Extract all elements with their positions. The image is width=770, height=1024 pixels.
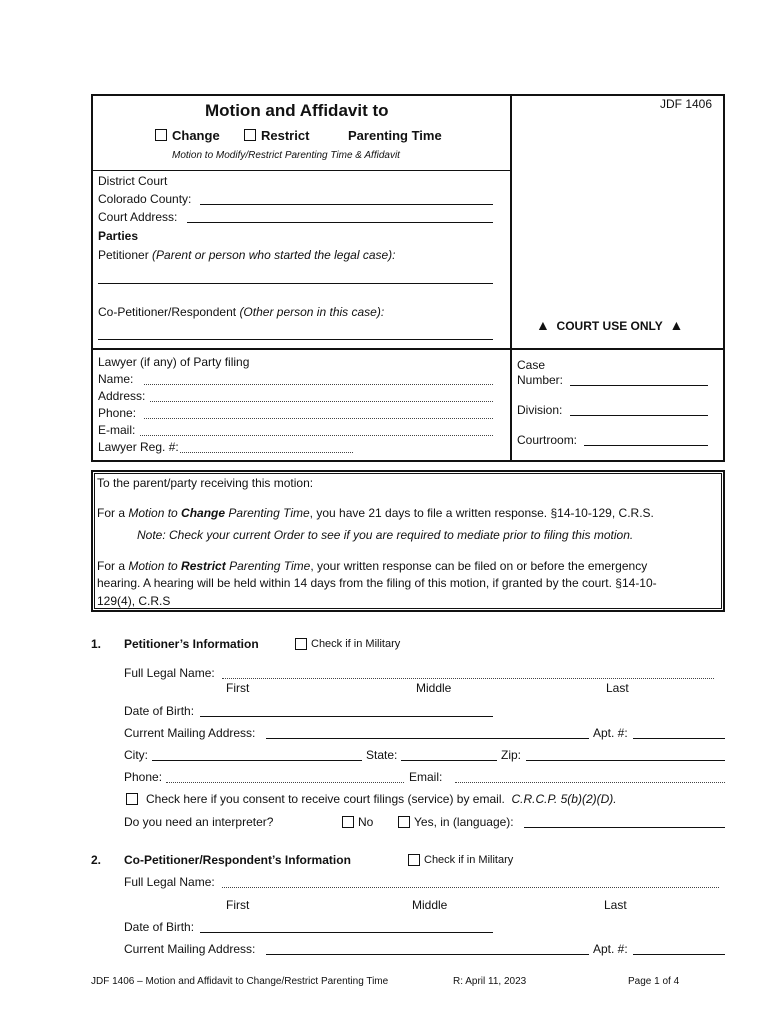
s1-interpreter-no-label: No: [358, 815, 374, 829]
s1-interpreter-no-checkbox[interactable]: [342, 816, 354, 828]
s1-city-label: City:: [124, 748, 148, 762]
county-field[interactable]: [200, 204, 493, 205]
s1-consent-label: Check here if you consent to receive court filings (service) by email. C.R.C.P. 5(b)(2)(D).: [146, 792, 617, 806]
s1-state-field[interactable]: [401, 760, 497, 761]
s1-apt-label: Apt. #:: [593, 726, 628, 740]
courtroom-field[interactable]: [584, 445, 708, 446]
s1-zip-label: Zip:: [501, 748, 522, 762]
petitioner-label: Petitioner (Parent or person who started the legal case):: [98, 248, 396, 262]
caption-divider-title: [91, 170, 511, 171]
form-title: Motion and Affidavit to: [205, 101, 389, 120]
lawyer-email-field[interactable]: [140, 435, 493, 436]
s1-zip-field[interactable]: [526, 760, 725, 761]
s1-middle-label: Middle: [416, 681, 452, 695]
s1-mailing-label: Current Mailing Address:: [124, 726, 256, 740]
court-address-label: Court Address:: [98, 210, 178, 224]
change-label: Change: [172, 128, 220, 143]
footer-page-number: Page 1 of 4: [628, 976, 680, 987]
s2-apt-field[interactable]: [633, 954, 725, 955]
notice-mediation-note: Note: Check your current Order to see if you are required to mediate prior to filing this motion.: [137, 528, 634, 542]
s1-email-field[interactable]: [455, 782, 725, 783]
up-triangle-icon: ▲: [536, 317, 550, 333]
lawyer-phone-field[interactable]: [144, 418, 493, 419]
lawyer-heading: Lawyer (if any) of Party filing: [98, 355, 250, 369]
courtroom-label: Courtroom:: [517, 433, 578, 447]
s1-state-label: State:: [366, 748, 398, 762]
division-label: Division:: [517, 403, 563, 417]
s2-last-label: Last: [604, 898, 627, 912]
s2-middle-label: Middle: [412, 898, 448, 912]
s1-mailing-field[interactable]: [266, 738, 589, 739]
s2-full-name-field[interactable]: [222, 887, 719, 888]
footer-form-name: JDF 1406 – Motion and Affidavit to Change/Restrict Parenting Time: [91, 976, 389, 987]
section1-number: 1.: [91, 637, 102, 651]
s1-city-field[interactable]: [152, 760, 362, 761]
section2-military-label: Check if in Military: [424, 854, 514, 866]
s1-interpreter-yes-checkbox[interactable]: [398, 816, 410, 828]
notice-change: For a Motion to Change Parenting Time, you have 21 days to file a written response. §14-10-129, C.R.S.: [97, 506, 654, 520]
court-address-field[interactable]: [187, 222, 493, 223]
lawyer-phone-label: Phone:: [98, 406, 137, 420]
footer-revision: R: April 11, 2023: [453, 976, 527, 987]
county-label: Colorado County:: [98, 192, 192, 206]
form-id: JDF 1406: [660, 97, 713, 111]
s1-full-name-field[interactable]: [222, 678, 714, 679]
section2-number: 2.: [91, 853, 102, 867]
notice-restrict-3: 129(4), C.R.S: [97, 594, 171, 608]
s1-email-label: Email:: [409, 770, 443, 784]
s1-first-label: First: [226, 681, 250, 695]
s1-dob-field[interactable]: [200, 716, 493, 717]
s2-mailing-field[interactable]: [266, 954, 589, 955]
notice-heading: To the parent/party receiving this motion:: [97, 476, 314, 490]
s2-dob-label: Date of Birth:: [124, 920, 195, 934]
lawyer-name-label: Name:: [98, 372, 134, 386]
case-number-field[interactable]: [570, 385, 708, 386]
copetitioner-field[interactable]: [98, 339, 493, 340]
s2-apt-label: Apt. #:: [593, 942, 628, 956]
caption-divider: [510, 94, 512, 462]
case-label: Case: [517, 358, 546, 372]
s1-language-field[interactable]: [524, 827, 725, 828]
s2-first-label: First: [226, 898, 250, 912]
lawyer-reg-label: Lawyer Reg. #:: [98, 440, 179, 454]
restrict-label: Restrict: [261, 128, 310, 143]
s1-phone-field[interactable]: [166, 782, 404, 783]
lawyer-address-field[interactable]: [150, 401, 493, 402]
section2-military-checkbox[interactable]: [408, 854, 420, 866]
s1-dob-label: Date of Birth:: [124, 704, 195, 718]
notice-restrict-1: For a Motion to Restrict Parenting Time, your written response can be filed on or before the emergency: [97, 559, 648, 573]
restrict-checkbox[interactable]: [244, 129, 256, 141]
lawyer-email-label: E-mail:: [98, 423, 136, 437]
form-subtitle: Motion to Modify/Restrict Parenting Time & Affidavit: [172, 150, 400, 161]
up-triangle-icon: ▲: [669, 317, 684, 333]
case-number-label: Number:: [517, 373, 564, 387]
s1-phone-label: Phone:: [124, 770, 163, 784]
division-field[interactable]: [570, 415, 708, 416]
lawyer-address-label: Address:: [98, 389, 146, 403]
lawyer-reg-field[interactable]: [180, 452, 353, 453]
section2-title: Co-Petitioner/Respondent’s Information: [124, 853, 351, 867]
section1-military-label: Check if in Military: [311, 638, 401, 650]
caption-divider-horizontal: [91, 348, 725, 350]
copetitioner-label: Co-Petitioner/Respondent (Other person in this case):: [98, 305, 385, 319]
s2-dob-field[interactable]: [200, 932, 493, 933]
notice-restrict-2: hearing. A hearing will be held within 14 days from the filing of this motion, if granted by the court. §14-10-: [97, 576, 657, 590]
s1-interpreter-label: Do you need an interpreter?: [124, 815, 274, 829]
s1-last-label: Last: [606, 681, 629, 695]
petitioner-field[interactable]: [98, 283, 493, 284]
parenting-time-label: Parenting Time: [348, 128, 442, 143]
s1-interpreter-yes-label: Yes, in (language):: [414, 815, 514, 829]
district-court: District Court: [98, 174, 168, 188]
s1-full-name-label: Full Legal Name:: [124, 666, 215, 680]
parties-heading: Parties: [98, 229, 139, 243]
s1-consent-checkbox[interactable]: [126, 793, 138, 805]
s2-mailing-label: Current Mailing Address:: [124, 942, 256, 956]
section1-military-checkbox[interactable]: [295, 638, 307, 650]
lawyer-name-field[interactable]: [144, 384, 493, 385]
s2-full-name-label: Full Legal Name:: [124, 875, 215, 889]
court-use-only: ▲ COURT USE ONLY ▲: [536, 317, 684, 333]
section1-title: Petitioner’s Information: [124, 637, 259, 651]
change-checkbox[interactable]: [155, 129, 167, 141]
s1-apt-field[interactable]: [633, 738, 725, 739]
